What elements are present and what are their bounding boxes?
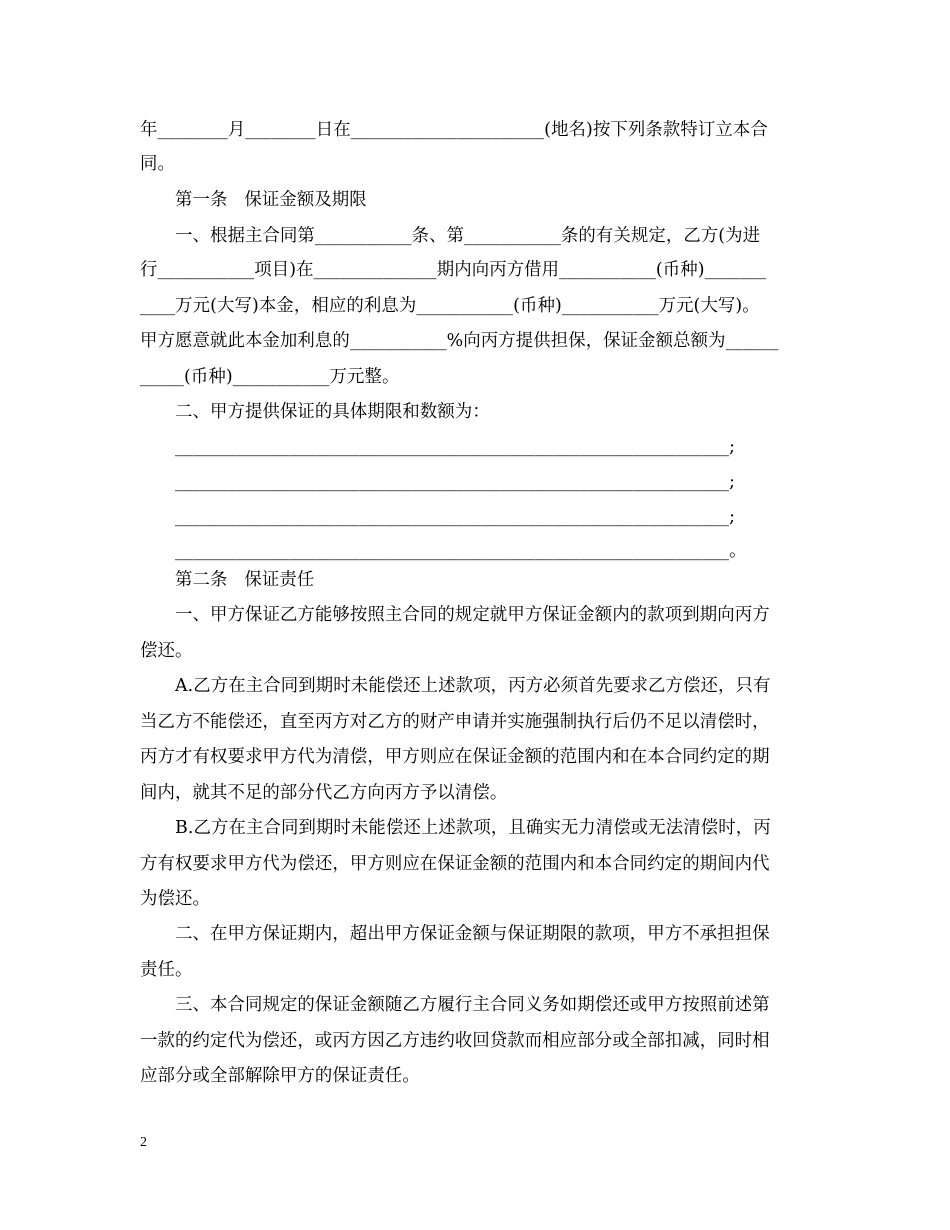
text-line: 年________月________日在______________________(地名)按下列条款特订立本合 bbox=[140, 120, 768, 140]
article-heading: 第一条 保证金额及期限 bbox=[175, 190, 367, 210]
text-line: 间内，就其不足的部分代乙方向丙方予以清偿。 bbox=[140, 783, 508, 803]
text-line: 当乙方不能偿还，直至丙方对乙方的财产申请并实施强制执行后仍不足以清偿时， bbox=[140, 712, 770, 732]
blank-fill-line: _______________________________________________________________; bbox=[175, 472, 736, 492]
text-line: _____(币种)___________万元整。 bbox=[140, 367, 400, 387]
article-heading: 第二条 保证责任 bbox=[175, 570, 315, 590]
text-line: 偿还。 bbox=[140, 641, 193, 661]
text-line: 责任。 bbox=[140, 960, 193, 980]
text-line: 三、本合同规定的保证金额随乙方履行主合同义务如期偿还或甲方按照前述第 bbox=[175, 995, 770, 1015]
text-line: 方有权要求甲方代为偿还，甲方则应在保证金额的范围内和本合同约定的期间内代 bbox=[140, 854, 770, 874]
text-line: 丙方才有权要求甲方代为清偿，甲方则应在保证金额的范围内和在本合同约定的期 bbox=[140, 747, 770, 767]
text-line: 甲方愿意就此本金加利息的___________%向丙方提供担保，保证金额总额为______ bbox=[140, 331, 779, 351]
text-line: 为偿还。 bbox=[140, 889, 210, 909]
text-line: 二、在甲方保证期内，超出甲方保证金额与保证期限的款项，甲方不承担担保 bbox=[175, 924, 770, 944]
text-line: A.乙方在主合同到期时未能偿还上述款项，丙方必须首先要求乙方偿还，只有 bbox=[175, 676, 771, 696]
text-line: 一款的约定代为偿还，或丙方因乙方违约收回贷款而相应部分或全部扣减，同时相 bbox=[140, 1031, 770, 1051]
text-line: 同。 bbox=[140, 154, 175, 174]
text-line: 行___________项目)在______________期内向丙方借用___________(币种)_______ bbox=[140, 260, 767, 280]
text-line: 一、根据主合同第___________条、第___________条的有关规定，乙方(为进 bbox=[175, 226, 761, 246]
text-line: 一、甲方保证乙方能够按照主合同的规定就甲方保证金额内的款项到期向丙方 bbox=[175, 605, 770, 625]
blank-fill-line: _______________________________________________________________。 bbox=[175, 541, 747, 561]
blank-fill-line: _______________________________________________________________; bbox=[175, 437, 736, 457]
text-line: B.乙方在主合同到期时未能偿还上述款项，且确实无力清偿或无法清偿时，丙 bbox=[175, 818, 771, 838]
blank-fill-line: _______________________________________________________________; bbox=[175, 507, 736, 527]
text-line: 二、甲方提供保证的具体期限和数额为： bbox=[175, 402, 490, 422]
page-number: 2 bbox=[140, 1135, 147, 1150]
text-line: 应部分或全部解除甲方的保证责任。 bbox=[140, 1066, 420, 1086]
text-line: ____万元(大写)本金，相应的利息为___________(币种)___________万元(大写)。 bbox=[140, 296, 760, 316]
